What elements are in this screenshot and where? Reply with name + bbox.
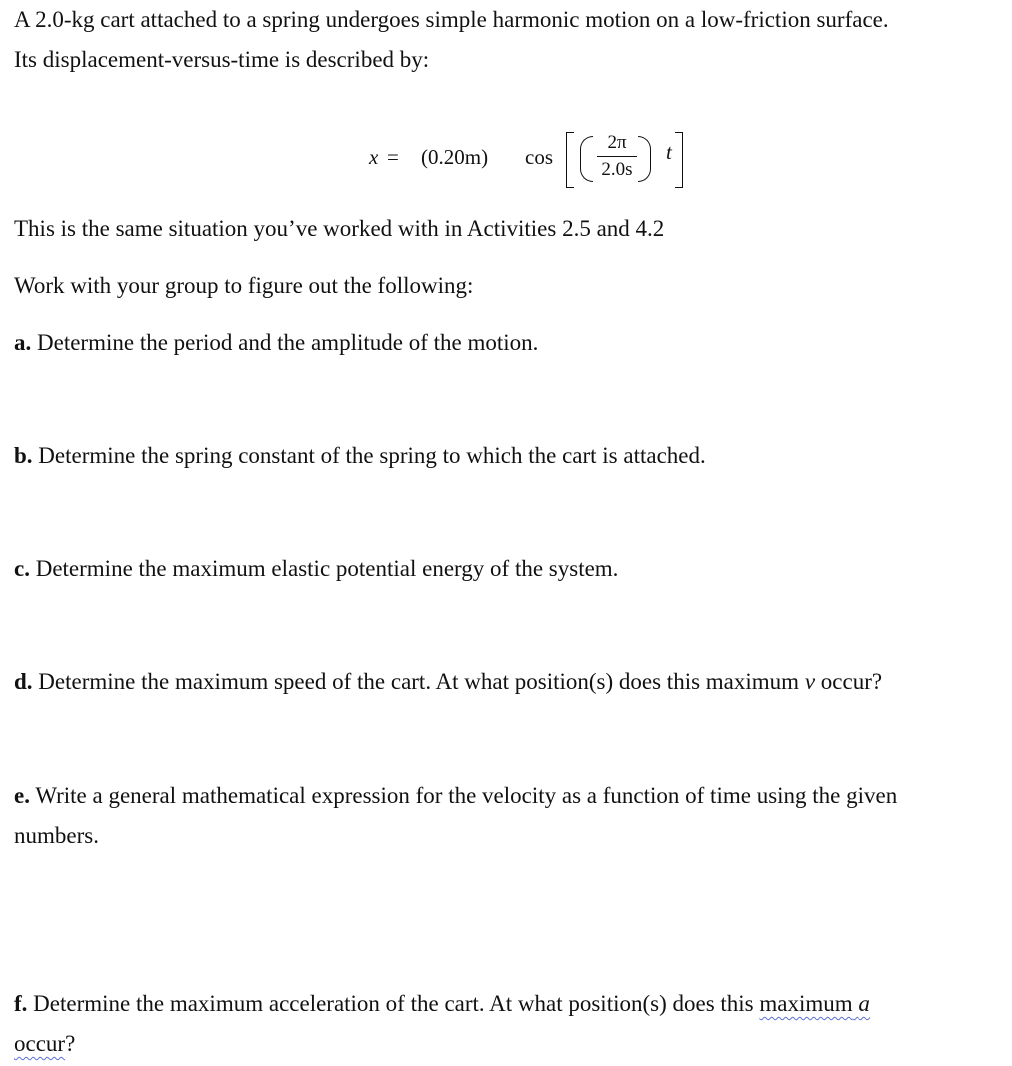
fraction-denominator: 2.0s	[601, 159, 633, 180]
question-f-line-1	[14, 990, 870, 1018]
question-d-variable: v	[804, 669, 816, 694]
fraction-bar	[597, 156, 637, 157]
question-d-text: Determine the maximum speed of the cart. At what position(s) does this maximum	[38, 669, 800, 694]
question-c-text: Determine the maximum elastic potential energy of the system.	[35, 556, 619, 581]
question-d	[14, 668, 882, 696]
equation-equals-sign: =	[387, 145, 399, 169]
question-f-maximum-flagged	[759, 991, 870, 1016]
question-e-line-1	[14, 782, 897, 810]
question-b	[14, 442, 706, 470]
intro-line-2: Its displacement-versus-time is described by:	[14, 47, 430, 72]
angular-frequency-fraction	[595, 128, 639, 188]
question-d-letter: d.	[14, 669, 33, 694]
left-square-bracket	[566, 132, 574, 188]
question-f-occur: occur	[14, 1031, 66, 1056]
question-f-end: ?	[65, 1031, 76, 1056]
question-e-line-2: numbers.	[14, 823, 99, 848]
equation-cos: cos	[525, 145, 553, 169]
question-f-line-2	[14, 1030, 75, 1058]
question-a-letter: a.	[14, 330, 32, 355]
question-c-letter: c.	[14, 556, 30, 581]
document-page	[14, 0, 1004, 1066]
equation-amplitude: (0.20m)	[421, 145, 489, 169]
intro-line-1: A 2.0-kg cart attached to a spring undergoes simple harmonic motion on a low-friction surface.	[14, 7, 889, 32]
right-parenthesis	[638, 136, 651, 182]
question-a-text: Determine the period and the amplitude of the motion.	[37, 330, 539, 355]
question-a	[14, 329, 538, 357]
question-e-text: Write a general mathematical expression for the velocity as a function of time using the given	[35, 783, 898, 808]
question-d-end: occur?	[820, 669, 883, 694]
fraction-numerator: 2π	[607, 132, 627, 153]
question-f-text: Determine the maximum acceleration of the cart. At what position(s) does this	[33, 991, 754, 1016]
left-parenthesis	[580, 136, 593, 182]
right-square-bracket	[675, 132, 683, 188]
question-e-letter: e.	[14, 783, 30, 808]
question-b-text: Determine the spring constant of the spring to which the cart is attached.	[38, 443, 706, 468]
group-work-prompt: Work with your group to figure out the following:	[14, 273, 474, 298]
question-f-maximum: maximum	[759, 991, 853, 1016]
question-f-variable: a	[858, 991, 870, 1016]
question-f-letter: f.	[14, 991, 28, 1016]
equation-time-variable: t	[666, 140, 672, 164]
question-b-letter: b.	[14, 443, 33, 468]
question-c	[14, 555, 618, 583]
same-situation-note: This is the same situation you’ve worked with in Activities 2.5 and 4.2	[14, 216, 665, 241]
equation-x-variable: x	[369, 145, 379, 169]
